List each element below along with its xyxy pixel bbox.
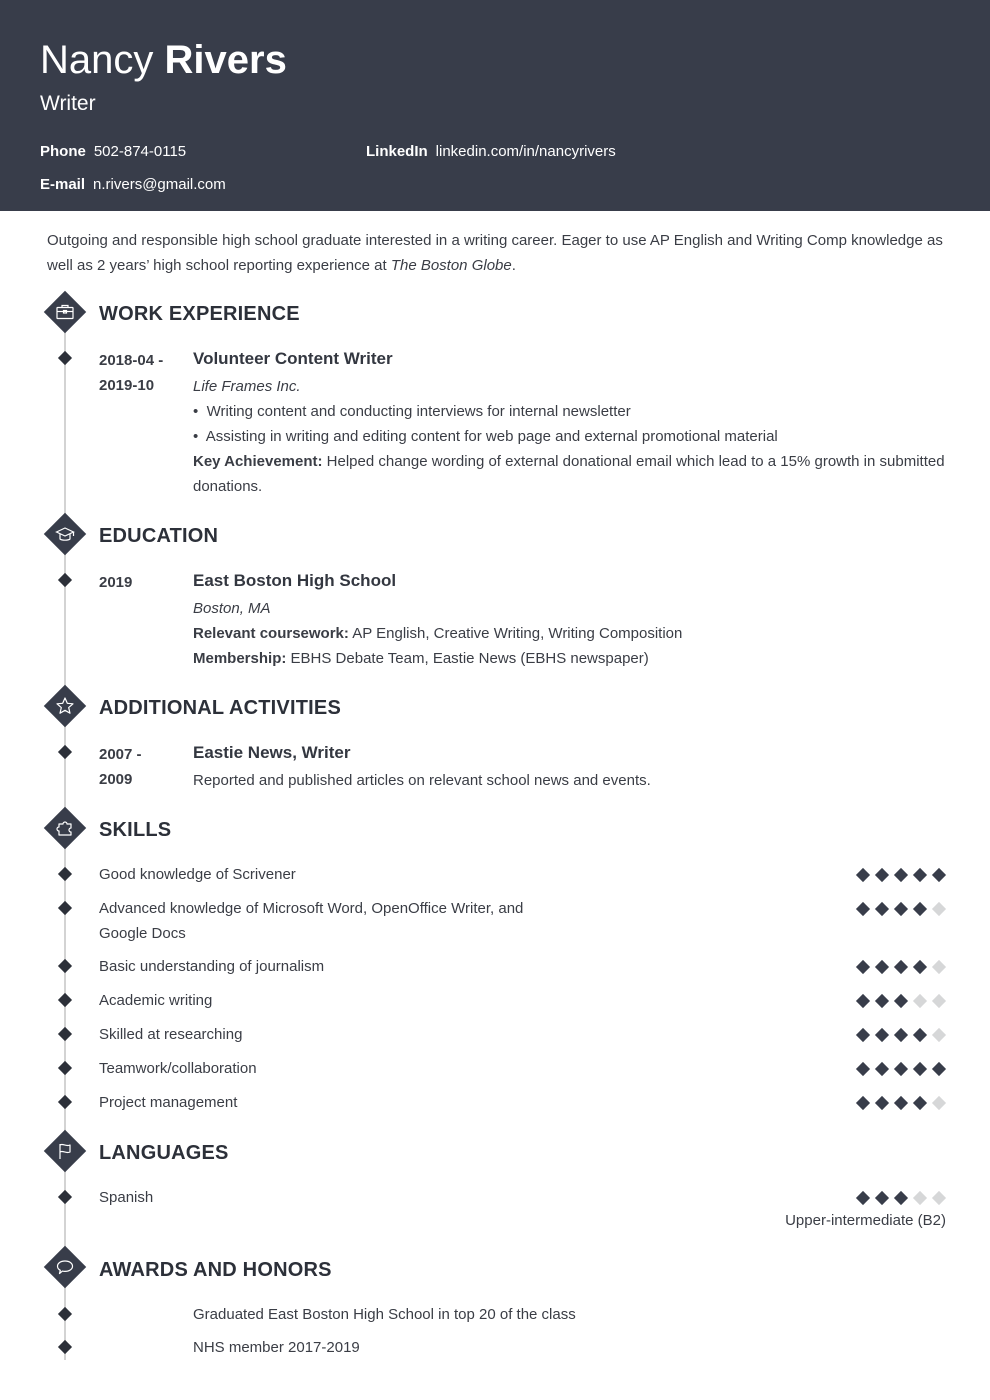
- skill-rating: [858, 960, 944, 974]
- coursework: [193, 621, 953, 646]
- skill-name: Teamwork/collaboration: [99, 1060, 257, 1077]
- skill-rating: [858, 1062, 944, 1076]
- work-position: Volunteer Content Writer: [193, 349, 393, 368]
- linkedin-link[interactable]: linkedin.com/in/nancyrivers: [435, 143, 616, 160]
- skill-rating: [858, 994, 944, 1008]
- timeline-dot: [58, 1307, 72, 1321]
- summary-italic: The Boston Globe: [390, 257, 512, 274]
- work-achievement: [193, 449, 953, 499]
- skill-name: Good knowledge of Scrivener: [99, 866, 296, 883]
- skill-name: Academic writing: [99, 992, 213, 1009]
- membership-text: EBHS Debate Team, Eastie News (EBHS newspaper): [290, 650, 649, 667]
- candidate-name: [40, 36, 287, 84]
- achievement-text: Helped change wording of external donational email which lead to a 15% growth in submitted donations.: [193, 453, 945, 495]
- contact-linkedin: [366, 143, 616, 161]
- work-date-end: 2019-10: [99, 377, 155, 394]
- profile-summary: [47, 228, 952, 278]
- timeline-dot: [58, 867, 72, 881]
- language-level: Upper-intermediate (B2): [785, 1212, 946, 1229]
- skill-name: Project management: [99, 1094, 238, 1111]
- puzzle-icon: [44, 807, 86, 849]
- work-bullet: • Assisting in writing and editing content for web page and external promotional material: [193, 428, 778, 445]
- membership-label: Membership:: [193, 650, 287, 667]
- work-bullet-text: Writing content and conducting interviews for internal newsletter: [206, 403, 631, 420]
- timeline-dot: [58, 1340, 72, 1354]
- work-bullet: • Writing content and conducting interviews for internal newsletter: [193, 403, 631, 420]
- skill-name: Advanced knowledge of Microsoft Word, OpenOffice Writer, and Google Docs: [99, 900, 524, 942]
- activity-title: Eastie News, Writer: [193, 743, 351, 762]
- skill-rating: [858, 1028, 944, 1042]
- phone-value: 502-874-0115: [93, 143, 187, 160]
- job-title: Writer: [40, 92, 96, 115]
- activity-description: Reported and published articles on relevant school news and events.: [193, 772, 651, 789]
- linkedin-label: LinkedIn: [366, 143, 428, 160]
- summary-end: .: [511, 257, 516, 274]
- work-date-start: 2018-04 -: [99, 352, 164, 369]
- briefcase-icon: [44, 291, 86, 333]
- timeline-dot: [58, 1190, 72, 1204]
- timeline-dot: [58, 993, 72, 1007]
- timeline-dot: [58, 901, 72, 915]
- first-name: Nancy: [40, 38, 154, 82]
- speech-bubble-icon: [44, 1246, 86, 1288]
- phone-label: Phone: [40, 143, 86, 160]
- timeline-dot: [58, 1095, 72, 1109]
- star-icon: [44, 685, 86, 727]
- skill-rating: [858, 868, 944, 882]
- language-name: Spanish: [99, 1189, 154, 1206]
- work-company: Life Frames Inc.: [193, 378, 301, 395]
- school-name: East Boston High School: [193, 571, 397, 590]
- section-title-education: EDUCATION: [99, 525, 219, 547]
- contact-email: [40, 176, 226, 194]
- work-bullet-text: Assisting in writing and editing content for web page and external promotional material: [205, 428, 778, 445]
- timeline-dot: [58, 573, 72, 587]
- activity-date-end: 2009: [99, 771, 133, 788]
- membership: [193, 646, 953, 671]
- education-date: 2019: [99, 574, 133, 591]
- school-location: Boston, MA: [193, 600, 271, 617]
- section-title-work: WORK EXPERIENCE: [99, 303, 300, 325]
- email-label: E-mail: [40, 176, 86, 193]
- activity-date-start: 2007 -: [99, 746, 142, 763]
- award-item: Graduated East Boston High School in top 20 of the class: [193, 1306, 576, 1323]
- language-rating: [858, 1191, 944, 1205]
- timeline-dot: [58, 959, 72, 973]
- summary-text: Outgoing and responsible high school graduate interested in a writing career. Eager to use AP English and Writing Comp knowledge as well as 2 years’ high school reporting experience at: [47, 232, 943, 274]
- skill-rating: [858, 1096, 944, 1110]
- email-link[interactable]: n.rivers@gmail.com: [93, 176, 226, 193]
- section-title-languages: LANGUAGES: [99, 1142, 229, 1164]
- timeline-dot: [58, 1027, 72, 1041]
- graduation-cap-icon: [44, 513, 86, 555]
- skill-name: Skilled at researching: [99, 1026, 243, 1043]
- flag-icon: [44, 1130, 86, 1172]
- skill-name: Basic understanding of journalism: [99, 958, 325, 975]
- resume-header: [0, 0, 990, 211]
- section-title-awards: AWARDS AND HONORS: [99, 1259, 332, 1281]
- last-name: Rivers: [164, 38, 287, 82]
- timeline-dot: [58, 351, 72, 365]
- coursework-label: Relevant coursework:: [193, 625, 349, 642]
- contact-phone: [40, 143, 186, 161]
- coursework-text: AP English, Creative Writing, Writing Composition: [352, 625, 683, 642]
- section-title-activities: ADDITIONAL ACTIVITIES: [99, 697, 341, 719]
- skill-rating: [858, 902, 944, 916]
- timeline-dot: [58, 745, 72, 759]
- achievement-label: Key Achievement:: [193, 453, 323, 470]
- timeline-dot: [58, 1061, 72, 1075]
- award-item: NHS member 2017-2019: [193, 1339, 360, 1356]
- section-title-skills: SKILLS: [99, 819, 172, 841]
